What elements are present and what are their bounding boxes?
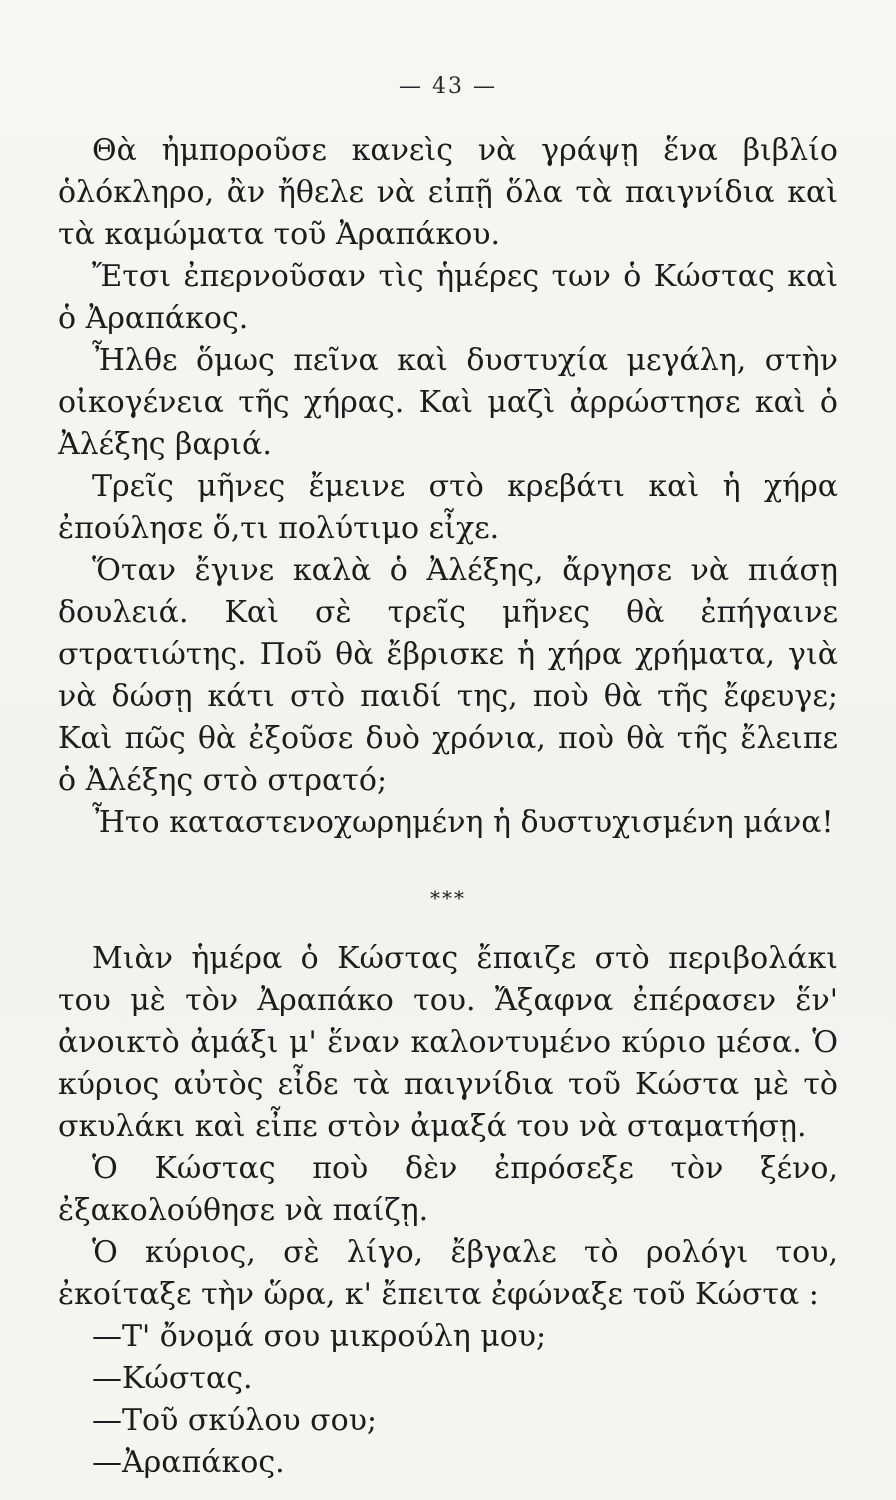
paragraph: Τρεῖς μῆνες ἔμεινε στὸ κρεβάτι καὶ ἡ χήρα ἐπούλησε ὅ,τι πολύτιμο εἶχε. bbox=[58, 469, 838, 546]
paragraph: Θὰ ἠμποροῦσε κανεὶς νὰ γράψῃ ἕνα βιβλίο ὁλόκληρο, ἂν ἤθελε νὰ εἰπῇ ὅλα τὰ παιγνίδια καὶ τὰ καμώματα τοῦ Ἀραπάκου. bbox=[58, 133, 838, 252]
body-text bbox=[58, 130, 838, 1484]
section-separator: *** bbox=[430, 886, 466, 910]
paragraph: Ἦτο καταστενοχωρημένη ἡ δυστυχισμένη μάνα! bbox=[92, 805, 834, 840]
paragraph: Ἦλθε ὅμως πεῖνα καὶ δυστυχία μεγάλη, στὴν οἰκογένεια τῆς χήρας. Καὶ μαζὶ ἀρρώστησε καὶ ὁ Ἀλέξης βαριά. bbox=[58, 343, 838, 462]
page-number: — 43 — bbox=[399, 74, 497, 99]
section-two bbox=[58, 938, 838, 1484]
dialogue-line: —Τ' ὄνομά σου μικρούλη μου; bbox=[92, 1319, 547, 1354]
paragraph: Μιὰν ἡμέρα ὁ Κώστας ἔπαιζε στὸ περιβολάκι του μὲ τὸν Ἀραπάκο του. Ἄξαφνα ἐπέρασεν ἕν' ἀνοικτὸ ἀμάξι μ' ἕναν καλοντυμένο κύριο μέσα. Ὁ κύριος αὐτὸς εἶδε τὰ παιγνίδια τοῦ Κώστα μὲ τὸ σκυλάκι καὶ εἶπε στὸν ἀμαξά του νὰ σταματήσῃ. bbox=[58, 941, 838, 1144]
paragraph: Ἔτσι ἐπερνοῦσαν τὶς ἡμέρες των ὁ Κώστας καὶ ὁ Ἀραπάκος. bbox=[58, 259, 838, 336]
dialogue-line: —Ἀραπάκος. bbox=[92, 1445, 285, 1480]
paragraph: Ὁ κύριος, σὲ λίγο, ἔβγαλε τὸ ρολόγι του, ἐκοίταξε τὴν ὥρα, κ' ἔπειτα ἐφώναξε τοῦ Κώστα : bbox=[58, 1235, 838, 1312]
dialogue-line: —Τοῦ σκύλου σου; bbox=[92, 1403, 378, 1438]
paragraph: Ὅταν ἔγινε καλὰ ὁ Ἀλέξης, ἄργησε νὰ πιάσῃ δουλειά. Καὶ σὲ τρεῖς μῆνες θὰ ἐπήγαινε στρατιώτης. Ποῦ θὰ ἔβρισκε ἡ χήρα χρήματα, γιὰ νὰ δώσῃ κάτι στὸ παιδί της, ποὺ θὰ τῆς ἔφευγε; Καὶ πῶς θὰ ἐξοῦσε δυὸ χρόνια, ποὺ θὰ τῆς ἔλειπε ὁ Ἀλέξης στὸ στρατό; bbox=[58, 553, 838, 798]
dialogue-line: —Κώστας. bbox=[92, 1361, 253, 1396]
paragraph: Ὁ Κώστας ποὺ δὲν ἐπρόσεξε τὸν ξένο, ἐξακολούθησε νὰ παίζῃ. bbox=[58, 1151, 838, 1228]
